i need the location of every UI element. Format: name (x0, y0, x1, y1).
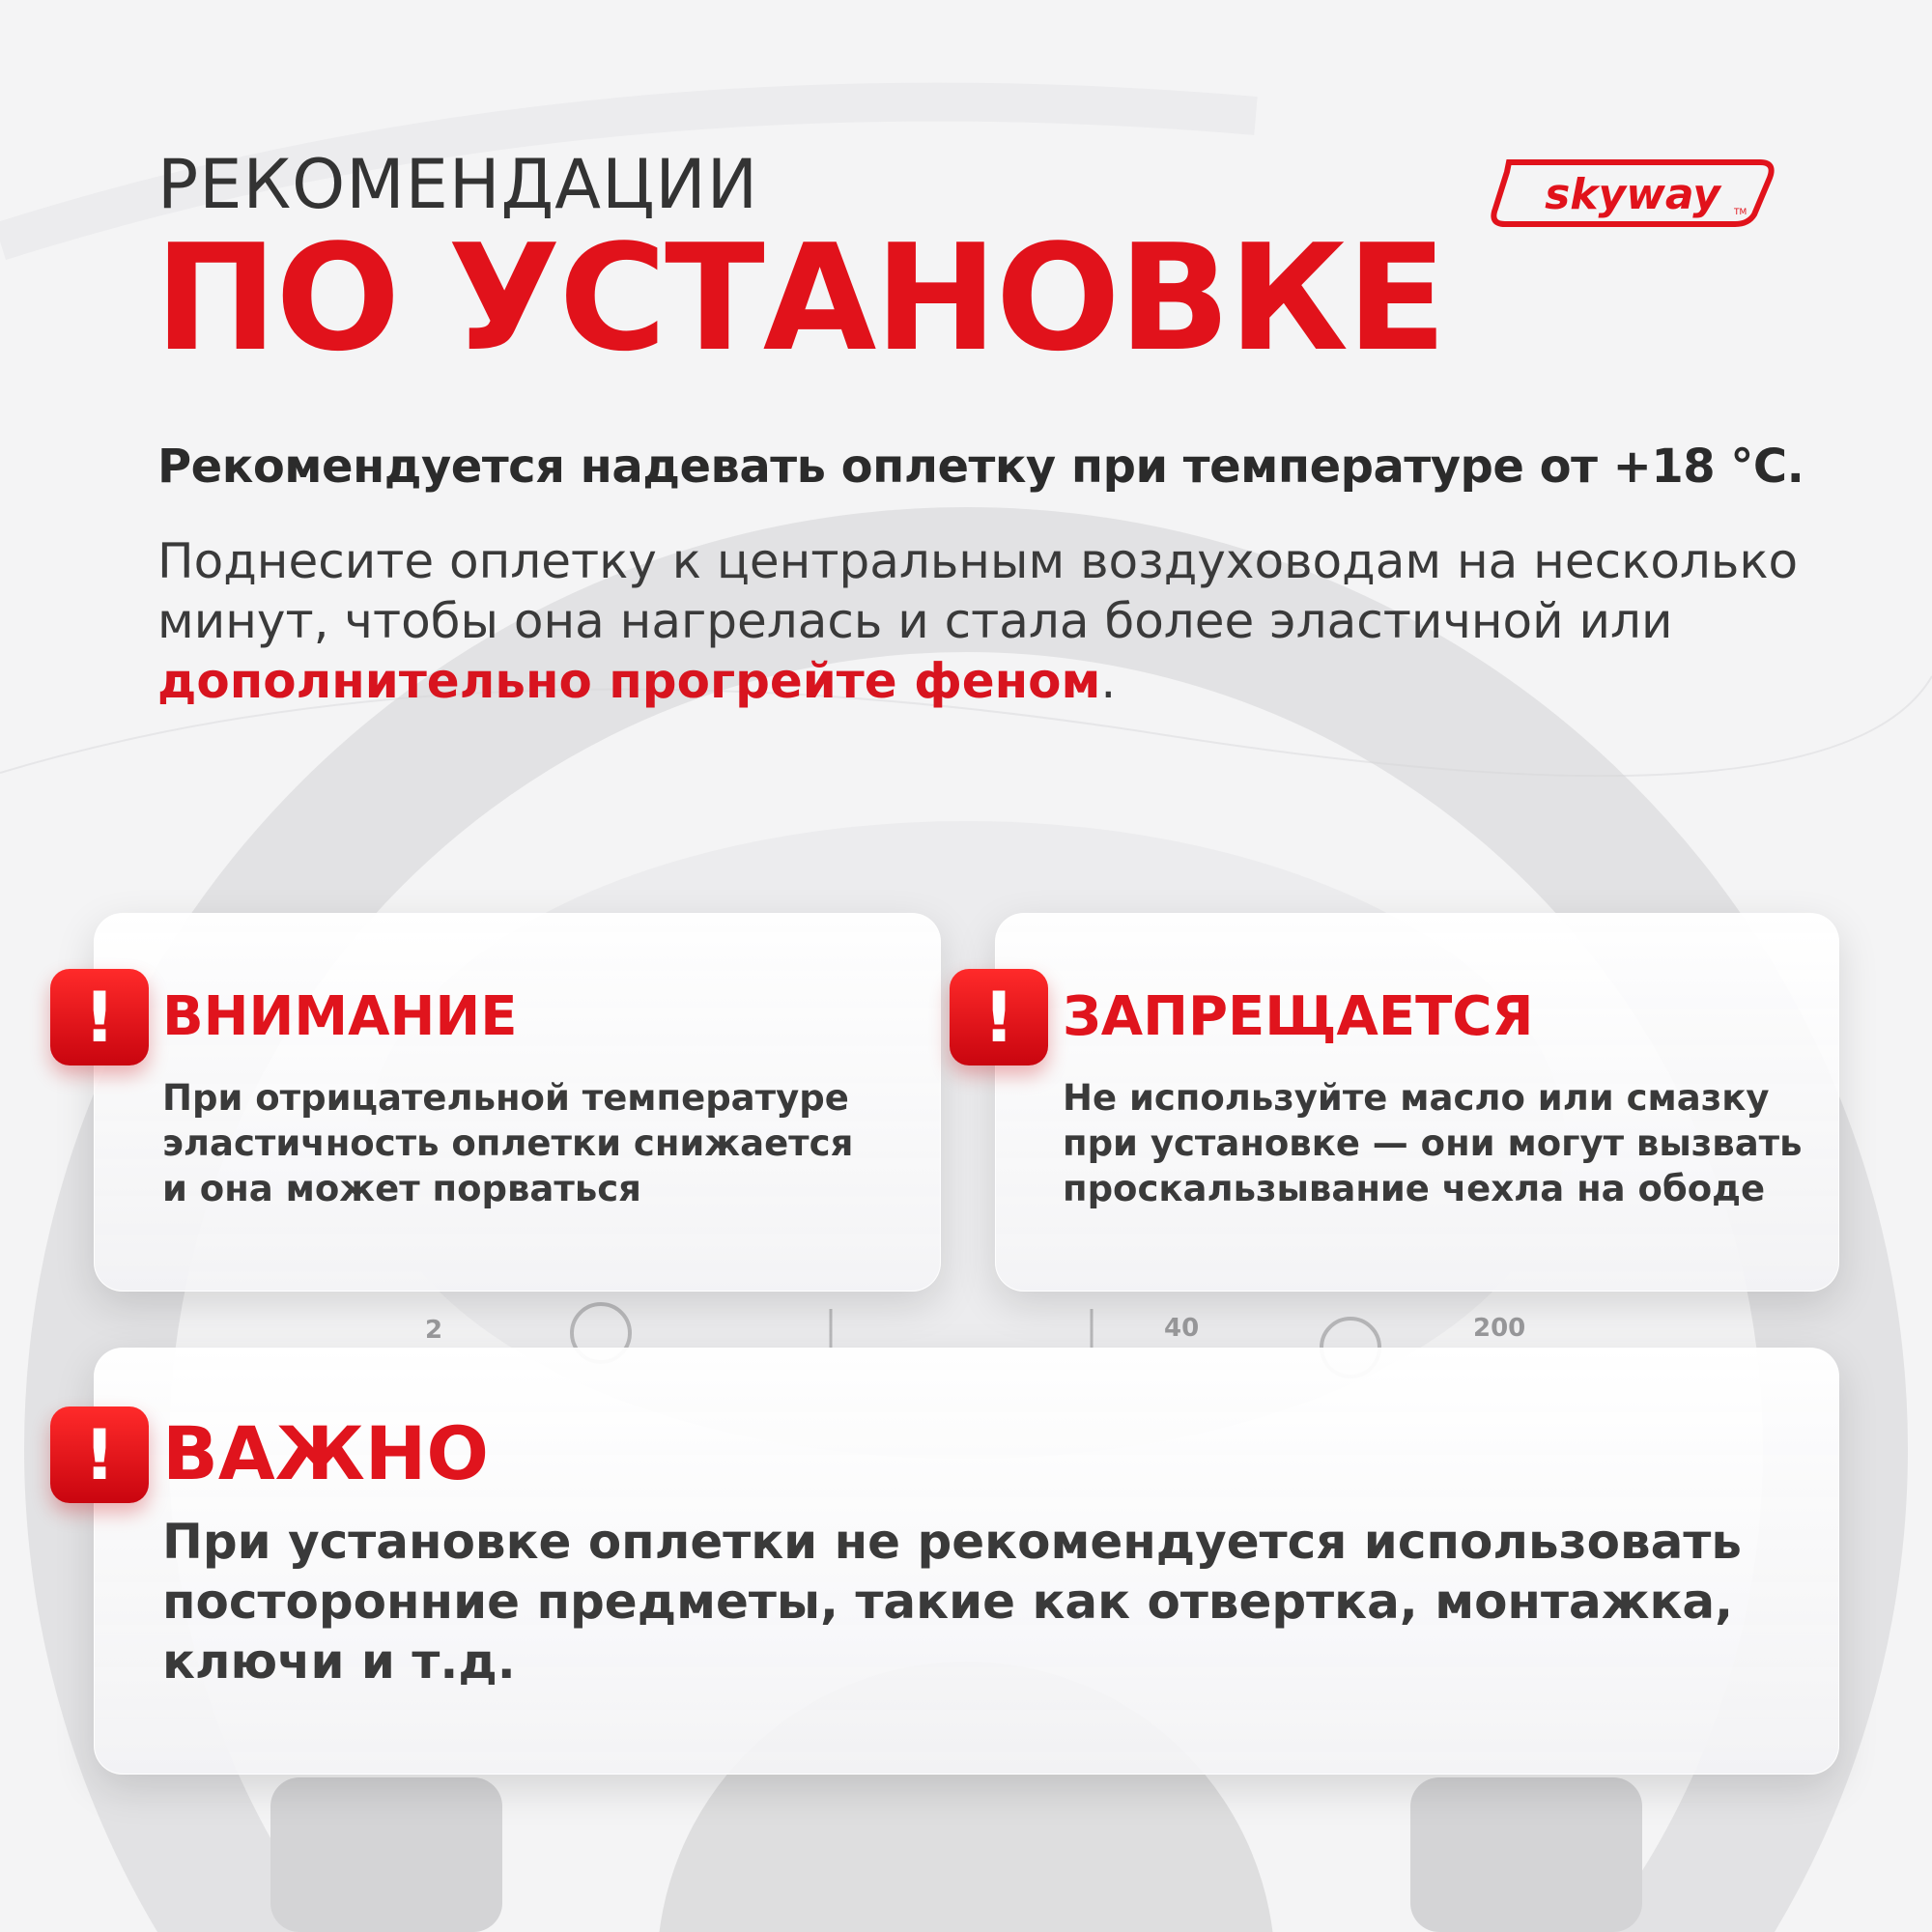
important-title: ВАЖНО (162, 1410, 489, 1496)
title-recommendations: РЕКОМЕНДАЦИИ (157, 145, 759, 224)
forbidden-exclamation-icon: ! (950, 969, 1048, 1065)
gauge-label-40: 40 (1164, 1314, 1200, 1343)
attention-text: При отрицательной температуре эластичность оплетки снижается и она может порваться (162, 1077, 854, 1209)
skyway-logo-tm: TM (1734, 208, 1747, 217)
forbidden-text: Не используйте масло или смазку при установке — они могут вызвать проскальзывание чехла на ободе (1063, 1077, 1803, 1209)
temperature-recommendation: Рекомендуется надевать оплетку при температуре от +18 °C. (157, 440, 1804, 494)
gauge-label-200: 200 (1473, 1314, 1526, 1343)
hairdryer-highlight: дополнительно прогрейте феном (157, 653, 1101, 709)
warming-instruction-end: . (1100, 653, 1117, 709)
skyway-logo-text: skyway (1545, 170, 1720, 219)
important-exclamation-icon: ! (50, 1406, 149, 1503)
important-text: При установке оплетки не рекомендуется использовать посторонние предметы, такие как отвертка, монтажка, ключи и т.д. (162, 1514, 1742, 1690)
warming-instruction (157, 531, 1819, 711)
skyway-logo (1488, 155, 1777, 232)
attention-title: ВНИМАНИЕ (162, 985, 518, 1048)
attention-exclamation-icon: ! (50, 969, 149, 1065)
gauge-label-2: 2 (425, 1316, 443, 1345)
warming-instruction-text: Поднесите оплетку к центральным воздуховодам на несколько минут, чтобы она нагрелась и стала более эластичной или (157, 533, 1799, 649)
forbidden-title: ЗАПРЕЩАЕТСЯ (1063, 985, 1534, 1048)
title-installation: ПО УСТАНОВКЕ (155, 213, 1445, 384)
